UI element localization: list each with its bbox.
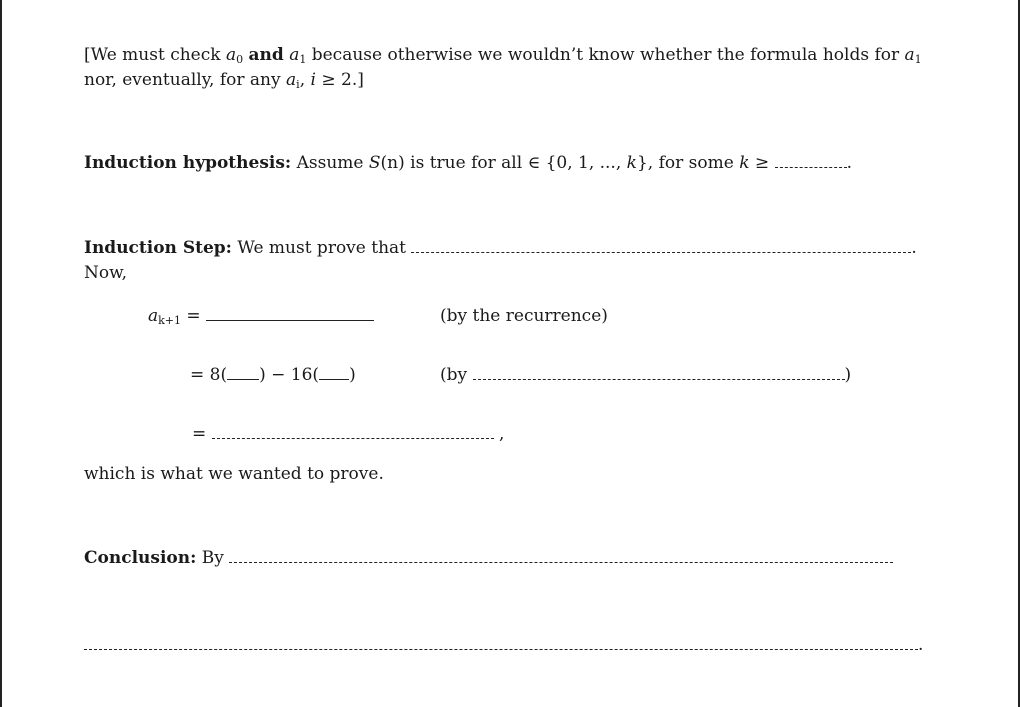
eq-sign: = — [181, 306, 207, 326]
note-text: [We must check — [84, 45, 226, 65]
eq2-line — [190, 364, 356, 386]
step-line — [84, 237, 917, 259]
blank-prove-statement[interactable] — [411, 238, 911, 253]
math-i: i — [310, 70, 316, 90]
hypothesis-text: }, for some — [636, 153, 740, 173]
period: . — [918, 635, 924, 655]
math-a: a — [286, 70, 297, 90]
blank-eq2-first[interactable] — [227, 365, 259, 380]
eq3-line — [192, 423, 504, 445]
math-sub: i — [296, 78, 300, 91]
note-text: because otherwise we wouldn’t know whether the formula holds for — [306, 45, 905, 65]
comma: , — [493, 424, 505, 444]
blank-conclusion-2[interactable] — [84, 635, 918, 650]
note-line-2 — [84, 69, 364, 93]
hypothesis-text: ∈ {0, 1, ..., — [527, 153, 627, 173]
note-line-1 — [84, 44, 922, 68]
math-a: a — [148, 306, 159, 326]
math-a: a — [289, 45, 300, 65]
blank-base-case[interactable] — [775, 153, 847, 168]
blank-eq3[interactable] — [212, 424, 494, 439]
blank-eq2-reason[interactable] — [473, 365, 845, 380]
math-k: k — [739, 153, 750, 173]
blank-eq2-second[interactable] — [319, 365, 349, 380]
math-S: S — [368, 153, 381, 173]
blank-conclusion-1[interactable] — [229, 548, 893, 563]
step-label: Induction Step: — [84, 238, 232, 258]
math-sub: 1 — [299, 53, 307, 66]
hypothesis-line — [84, 152, 852, 174]
note-text: ≥ 2.] — [315, 70, 364, 90]
math-k: k — [626, 153, 637, 173]
eq2-text: ) — [349, 365, 356, 385]
eq2-reason-text: (by — [440, 365, 473, 385]
conclusion-line-2 — [84, 634, 923, 656]
conclusion-label: Conclusion: — [84, 548, 197, 568]
eq2-text: ) − 16( — [259, 365, 320, 385]
eq2-reason — [440, 364, 851, 386]
hypothesis-label: Induction hypothesis: — [84, 153, 292, 173]
math-sub: k+1 — [158, 314, 182, 327]
math-sub: 1 — [914, 53, 922, 66]
step-text: We must prove that — [231, 238, 412, 258]
conclusion-text: By — [196, 548, 230, 568]
hypothesis-text: Assume — [291, 153, 369, 173]
note-and: and — [248, 45, 284, 65]
now-text: Now, — [84, 263, 128, 283]
period: . — [911, 238, 917, 258]
eq1-line — [148, 305, 374, 329]
hypothesis-text: ≥ — [749, 153, 775, 173]
concluding-text: which is what we wanted to prove. — [84, 464, 384, 484]
eq-sign: = — [192, 424, 207, 444]
eq2-text: = 8( — [190, 365, 228, 385]
page-left-border — [0, 0, 2, 707]
note-text: , — [299, 70, 311, 90]
period: . — [846, 153, 852, 173]
math-a: a — [225, 45, 237, 65]
math-sub: 0 — [236, 53, 244, 66]
note-text: nor, eventually, for any — [84, 70, 287, 90]
math-a: a — [904, 45, 915, 65]
hypothesis-text: (n) is true for all — [380, 153, 528, 173]
conclusion-line — [84, 547, 893, 569]
blank-recurrence[interactable] — [206, 306, 374, 321]
eq1-reason: (by the recurrence) — [440, 306, 608, 326]
paren: ) — [844, 365, 852, 385]
